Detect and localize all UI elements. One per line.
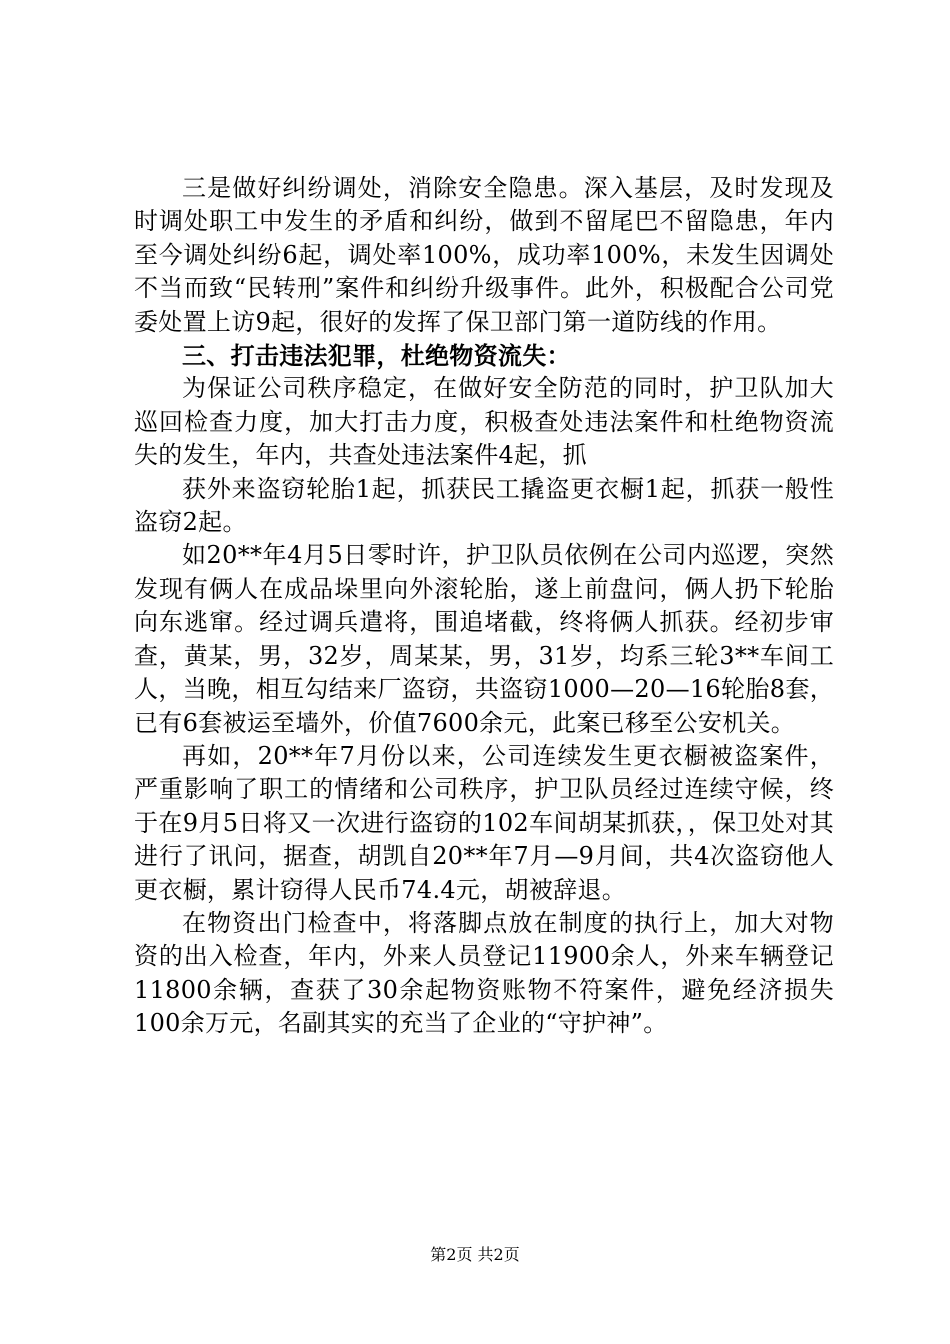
paragraph-locker-theft-case: 再如，20**年7月份以来，公司连续发生更衣橱被盗案件，严重影响了职工的情绪和公司秩序，护卫队员经过连续守候，终于在9月5日将又一次进行盗窃的102车间胡某抓获，，保卫处对其进行了讯问，据查，胡凯自20**年7月—9月间，共4次盗窃他人更衣橱，累计窃得人民币74.4元，胡被辞退。: [134, 741, 834, 904]
document-body: [134, 172, 834, 1041]
paragraph-dispute-mediation: 三是做好纠纷调处，消除安全隐患。深入基层，及时发现及时调处职工中发生的矛盾和纠纷，做到不留尾巴不留隐患，年内至今调处纠纷6起，调处率100%，成功率100%，未发生因调处不当而致“民转刑”案件和纠纷升级事件。此外，积极配合公司党委处置上访9起，很好的发挥了保卫部门第一道防线的作用。: [134, 174, 834, 336]
paragraph-tire-theft-case: 如20**年4月5日零时许，护卫队员依例在公司内巡逻，突然发现有俩人在成品垛里向外滚轮胎，遂上前盘问，俩人扔下轮胎向东逃窜。经过调兵遣将，围追堵截，终将俩人抓获。经初步审查，黄某，男，32岁，周某某，男，31岁，均系三轮3**车间工人，当晚，相互勾结来厂盗窃，共盗窃1000—20—16轮胎8套，已有6套被运至墙外，价值7600余元，此案已移至公安机关。: [134, 541, 834, 737]
paragraph-inspection-intro: 为保证公司秩序稳定，在做好安全防范的同时，护卫队加大巡回检查力度，加大打击力度，积极查处违法案件和杜绝物资流失的发生，年内，共查处违法案件4起，抓: [134, 374, 834, 470]
section-heading-crime-crackdown: 三、打击违法犯罪，杜绝物资流失：: [182, 341, 571, 371]
paragraph-case-counts: 获外来盗窃轮胎1起，抓获民工撬盗更衣橱1起，抓获一般性盗窃2起。: [134, 474, 834, 537]
paragraph-material-inspection: 在物资出门检查中，将落脚点放在制度的执行上，加大对物资的出入检查，年内，外来人员登记11900余人，外来车辆登记11800余辆，查获了30余起物资账物不符案件，避免经济损失100余万元，名副其实的充当了企业的“守护神”。: [134, 908, 834, 1038]
page-number-footer: 第2页 共2页: [430, 1245, 520, 1264]
